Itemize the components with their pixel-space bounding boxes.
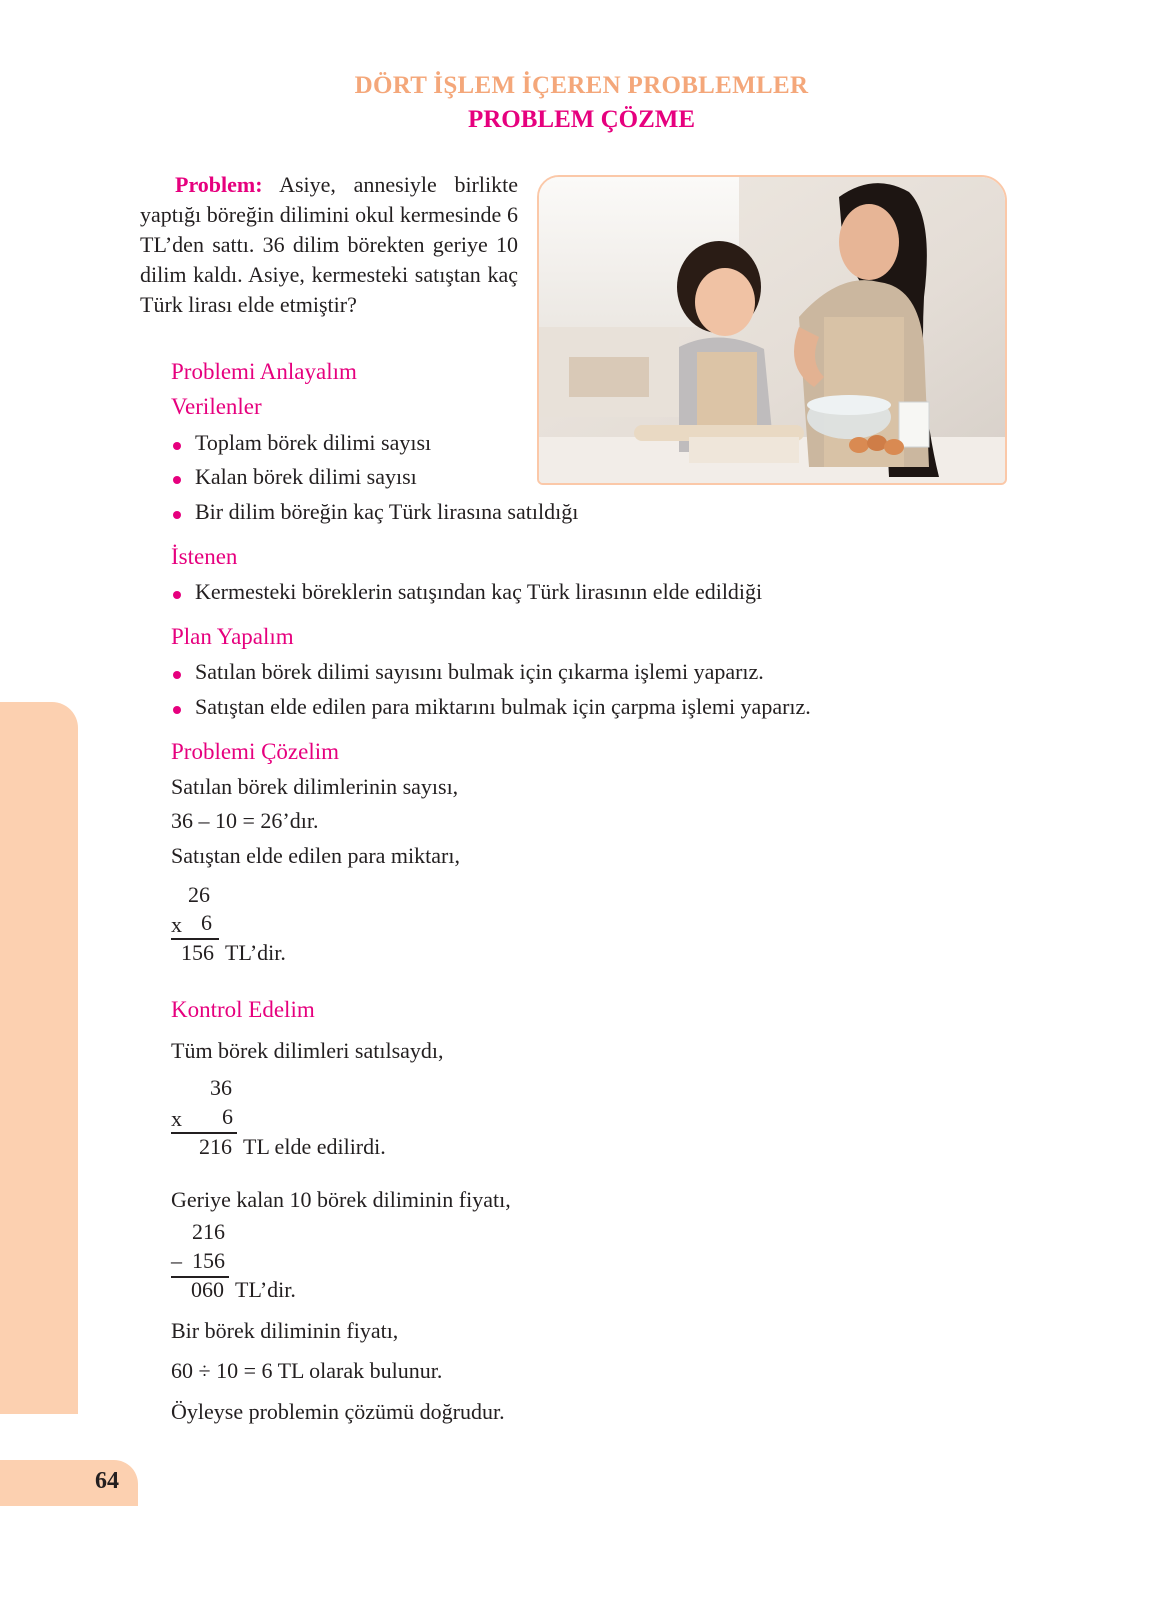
mult1-top: 26 bbox=[188, 882, 210, 907]
heading-solve: Problemi Çözelim bbox=[171, 739, 340, 764]
wanted-item-1: Kermesteki böreklerin satışından kaç Türk lirasının elde edildiği bbox=[171, 579, 762, 605]
sub-operator: – bbox=[171, 1248, 182, 1273]
given-item-2: Kalan börek dilimi sayısı bbox=[171, 464, 417, 490]
solve-line-2: 36 – 10 = 26’dır. bbox=[171, 808, 319, 833]
problem-statement bbox=[140, 170, 518, 320]
problem-label: Problem: bbox=[175, 172, 263, 197]
side-color-band bbox=[0, 702, 78, 1414]
heading-check: Kontrol Edelim bbox=[171, 997, 315, 1022]
plan-item-2: Satıştan elde edilen para miktarını bulmak için çarpma işlemi yaparız. bbox=[171, 694, 811, 720]
mult2-suffix: TL elde edilirdi. bbox=[243, 1134, 386, 1159]
heading-givens: Verilenler bbox=[171, 394, 262, 419]
given-item-1: Toplam börek dilimi sayısı bbox=[171, 430, 431, 456]
mult1-suffix: TL’dir. bbox=[225, 940, 286, 965]
mult2-top: 36 bbox=[210, 1075, 232, 1100]
page-subtitle: PROBLEM ÇÖZME bbox=[467, 106, 696, 133]
check-line-1: Tüm börek dilimleri satılsaydı, bbox=[171, 1038, 444, 1063]
sub-top: 216 bbox=[192, 1219, 225, 1244]
mult1-result: 156 bbox=[181, 940, 214, 965]
mult2-operator: x bbox=[171, 1106, 182, 1131]
photo-mother-daughter-baking bbox=[537, 175, 1007, 485]
problem-text: Asiye, annesiyle birlikte yaptığı böreğin dilimini okul kermesinde 6 TL’den sattı. 36 dilim börekten geriye 10 dilim kaldı. Asiye, kermesteki satıştan kaç Türk lirası elde etmiştir? bbox=[140, 172, 518, 317]
page-number: 64 bbox=[95, 1468, 119, 1494]
given-item-3: Bir dilim böreğin kaç Türk lirasına satıldığı bbox=[171, 499, 578, 525]
solve-line-3: Satıştan elde edilen para miktarı, bbox=[171, 843, 460, 868]
mult1-operator: x bbox=[171, 912, 182, 937]
sub-bottom: 156 bbox=[192, 1248, 225, 1273]
solve-line-1: Satılan börek dilimlerinin sayısı, bbox=[171, 774, 459, 799]
sub-result: 060 bbox=[191, 1277, 224, 1302]
heading-wanted: İstenen bbox=[171, 544, 238, 569]
plan-item-1: Satılan börek dilimi sayısını bulmak için çıkarma işlemi yaparız. bbox=[171, 659, 764, 685]
check-line-3: Bir börek diliminin fiyatı, bbox=[171, 1318, 399, 1343]
mult1-bottom: 6 bbox=[201, 910, 212, 935]
mult2-result: 216 bbox=[199, 1134, 232, 1159]
mult2-bottom: 6 bbox=[222, 1104, 233, 1129]
check-line-4: 60 ÷ 10 = 6 TL olarak bulunur. bbox=[171, 1358, 443, 1383]
sub-suffix: TL’dir. bbox=[235, 1277, 296, 1302]
page-title: DÖRT İŞLEM İÇEREN PROBLEMLER bbox=[354, 72, 809, 99]
check-line-2: Geriye kalan 10 börek diliminin fiyatı, bbox=[171, 1187, 511, 1212]
check-line-5: Öyleyse problemin çözümü doğrudur. bbox=[171, 1399, 505, 1424]
illustration-image bbox=[539, 177, 1007, 485]
heading-understand: Problemi Anlayalım bbox=[171, 359, 357, 384]
heading-plan: Plan Yapalım bbox=[171, 624, 294, 649]
